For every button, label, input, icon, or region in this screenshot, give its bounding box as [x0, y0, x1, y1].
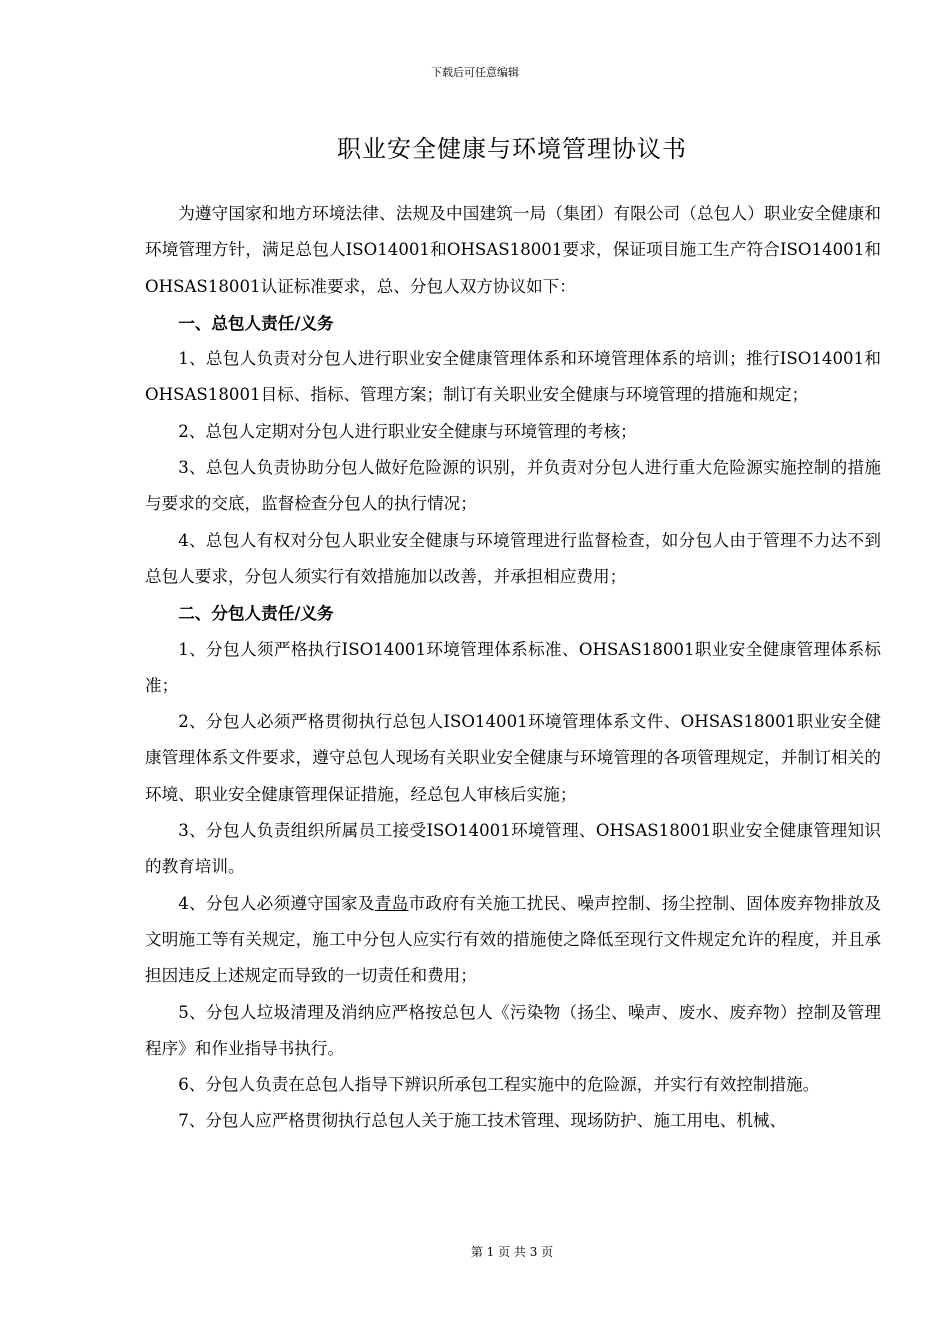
intro-paragraph: 为遵守国家和地方环境法律、法规及中国建筑一局（集团）有限公司（总包人）职业安全健康和环境管理方针，满足总包人ISO14001和OHSAS18001要求，保证项目施工生产符合ISO14001和OHSAS18001认证标准要求，总、分包人双方协议如下：: [145, 204, 881, 296]
section-2-item-2: 2、分包人必须严格贯彻执行总包人ISO14001环境管理体系文件、OHSAS18001职业安全健康管理体系文件要求，遵守总包人现场有关职业安全健康与环境管理的各项管理规定，并制订相关的环境、职业安全健康管理保证措施，经总包人审核后实施；: [145, 712, 881, 804]
section-2-item-6: 6、分包人负责在总包人指导下辨识所承包工程实施中的危险源，并实行有效控制措施。: [178, 1075, 820, 1095]
section-1-item-1: 1、总包人负责对分包人进行职业安全健康管理体系和环境管理体系的培训；推行ISO14001和OHSAS18001目标、指标、管理方案；制订有关职业安全健康与环境管理的措施和规定；: [145, 349, 881, 405]
item-4-text-start: 4、分包人必须遵守国家及: [178, 893, 375, 913]
document-body: [145, 196, 881, 1140]
page-header-note: 下载后可任意编辑: [431, 66, 519, 79]
section-1-item-3: 3、总包人负责协助分包人做好危险源的识别，并负责对分包人进行重大危险源实施控制的措施与要求的交底，监督检查分包人的执行情况；: [145, 458, 881, 514]
section-2-item-1: 1、分包人须严格执行ISO14001环境管理体系标准、OHSAS18001职业安全健康管理体系标准；: [145, 639, 881, 695]
section-2-item-5: 5、分包人垃圾清理及消纳应严格按总包人《污染物（扬尘、噪声、废水、废弃物）控制及管理程序》和作业指导书执行。: [145, 1002, 881, 1058]
section-1-item-2: 2、总包人定期对分包人进行职业安全健康与环境管理的考核；: [178, 421, 637, 441]
page-footer: 第 1 页 共 3 页: [470, 1245, 554, 1259]
document-title: 职业安全健康与环境管理协议书: [337, 135, 687, 163]
item-4-text-end: 市政府有关施工扰民、噪声控制、扬尘控制、固体废弃物排放及文明施工等有关规定，施工中分包人应实行有效的措施使之降低至现行文件规定允许的程度，并且承担因违反上述规定而导致的一切责任和费用；: [145, 893, 882, 986]
section-2-item-3: 3、分包人负责组织所属员工接受ISO14001环境管理、OHSAS18001职业安全健康管理知识的教育培训。: [145, 821, 881, 877]
section-2-item-7: 7、分包人应严格贯彻执行总包人关于施工技术管理、现场防护、施工用电、机械、: [178, 1111, 787, 1131]
section-1-item-4: 4、总包人有权对分包人职业安全健康与环境管理进行监督检查，如分包人由于管理不力达不到总包人要求，分包人须实行有效措施加以改善，并承担相应费用；: [145, 530, 881, 586]
city-name-underlined: 青岛: [374, 893, 409, 913]
section-1-heading: 一、总包人责任/义务: [178, 312, 334, 333]
section-2-item-4: [145, 886, 881, 995]
section-2-heading: 二、分包人责任/义务: [178, 603, 334, 624]
